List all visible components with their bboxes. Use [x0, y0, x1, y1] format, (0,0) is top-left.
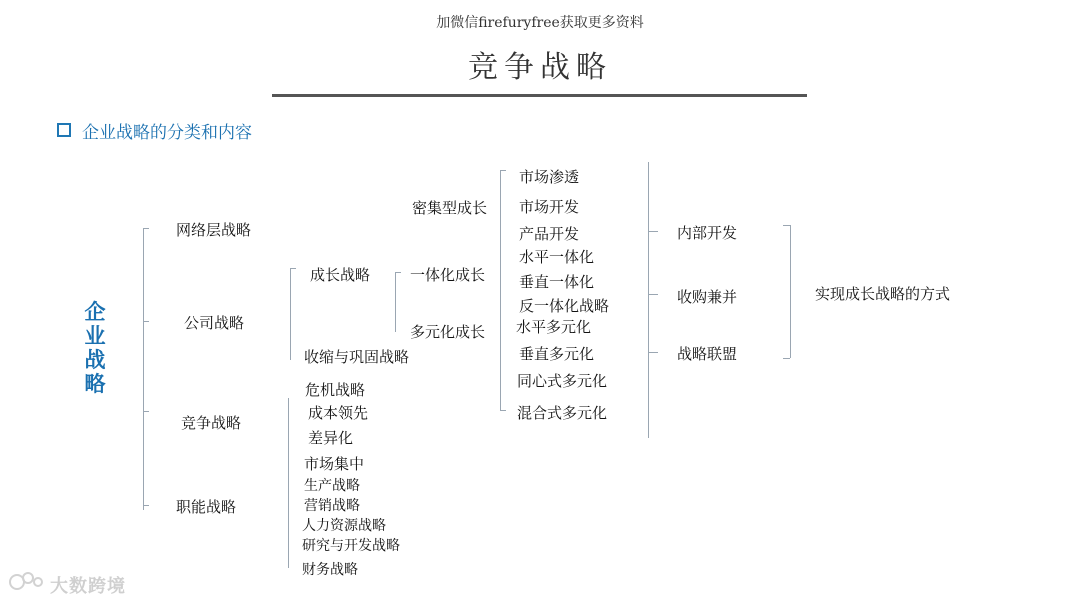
- bracket-growth: [395, 272, 396, 332]
- tick-methods-right-bottom: [783, 358, 790, 359]
- node-vertical-diversification: 垂直多元化: [519, 345, 595, 363]
- tick-level4-top: [500, 170, 506, 171]
- node-horizontal-integration: 水平一体化: [519, 248, 595, 266]
- square-bullet-icon: [57, 123, 71, 137]
- tick-level1-functional: [143, 505, 149, 506]
- tick-methods-internal: [648, 231, 658, 232]
- tick-company-growth: [290, 268, 296, 269]
- tick-growth-integration: [395, 272, 401, 273]
- node-differentiation: 差异化: [308, 429, 354, 447]
- node-cost-leadership: 成本领先: [308, 404, 369, 422]
- node-functional-strategy: 职能战略: [176, 498, 237, 516]
- section-heading: 企业战略的分类和内容: [82, 123, 252, 143]
- node-retrench-strategy: 收缩与巩固战略: [304, 348, 410, 366]
- node-finance-strategy: 财务战略: [302, 562, 358, 578]
- title-underline: [272, 94, 807, 97]
- tick-methods-right-top: [783, 225, 790, 226]
- node-merger-acquisition: 收购兼并: [677, 288, 738, 306]
- node-integration-growth: 一体化成长: [410, 266, 486, 284]
- node-diversification-growth: 多元化成长: [410, 323, 486, 341]
- tick-level1-network: [143, 228, 149, 229]
- bracket-functional: [288, 398, 289, 568]
- bracket-level4: [500, 170, 501, 410]
- node-production-strategy: 生产战略: [304, 478, 360, 494]
- tick-methods-ma: [648, 294, 658, 295]
- watermark-logo-icon: [8, 570, 48, 594]
- node-horizontal-diversification: 水平多元化: [516, 318, 592, 336]
- node-methods-summary: 实现成长战略的方式: [815, 285, 951, 303]
- node-strategic-alliance: 战略联盟: [677, 345, 738, 363]
- bracket-methods-right: [790, 225, 791, 358]
- node-internal-development: 内部开发: [677, 224, 738, 242]
- node-marketing-strategy: 营销战略: [304, 498, 360, 514]
- tick-level4-bottom: [500, 410, 506, 411]
- node-hr-strategy: 人力资源战略: [302, 518, 386, 534]
- node-growth-strategy: 成长战略: [310, 266, 371, 284]
- page-title: 竞争战略: [468, 50, 612, 85]
- node-network-strategy: 网络层战略: [176, 221, 252, 239]
- tick-methods-alliance: [648, 352, 658, 353]
- node-intensive-growth: 密集型成长: [412, 199, 488, 217]
- watermark-text: 大数跨境: [50, 576, 126, 597]
- top-note: 加微信firefuryfree获取更多资料: [436, 15, 644, 31]
- node-reverse-integration: 反一体化战略: [519, 297, 610, 315]
- bracket-methods-left: [648, 162, 649, 438]
- node-vertical-integration: 垂直一体化: [519, 273, 595, 291]
- node-rd-strategy: 研究与开发战略: [302, 538, 400, 554]
- tick-level1-company: [143, 321, 149, 322]
- tick-level1-competitive: [143, 411, 149, 412]
- node-conglomerate-diversification: 混合式多元化: [517, 404, 608, 422]
- node-competitive-strategy: 竞争战略: [181, 414, 242, 432]
- node-market-penetration: 市场渗透: [519, 168, 580, 186]
- root-label: 企业战略: [84, 300, 106, 396]
- node-product-development: 产品开发: [519, 225, 580, 243]
- node-focus: 市场集中: [304, 455, 365, 473]
- bracket-level1: [143, 228, 144, 510]
- bracket-company: [290, 268, 291, 360]
- node-company-strategy: 公司战略: [184, 314, 245, 332]
- node-concentric-diversification: 同心式多元化: [517, 372, 608, 390]
- node-market-development: 市场开发: [519, 198, 580, 216]
- node-crisis-strategy: 危机战略: [305, 381, 366, 399]
